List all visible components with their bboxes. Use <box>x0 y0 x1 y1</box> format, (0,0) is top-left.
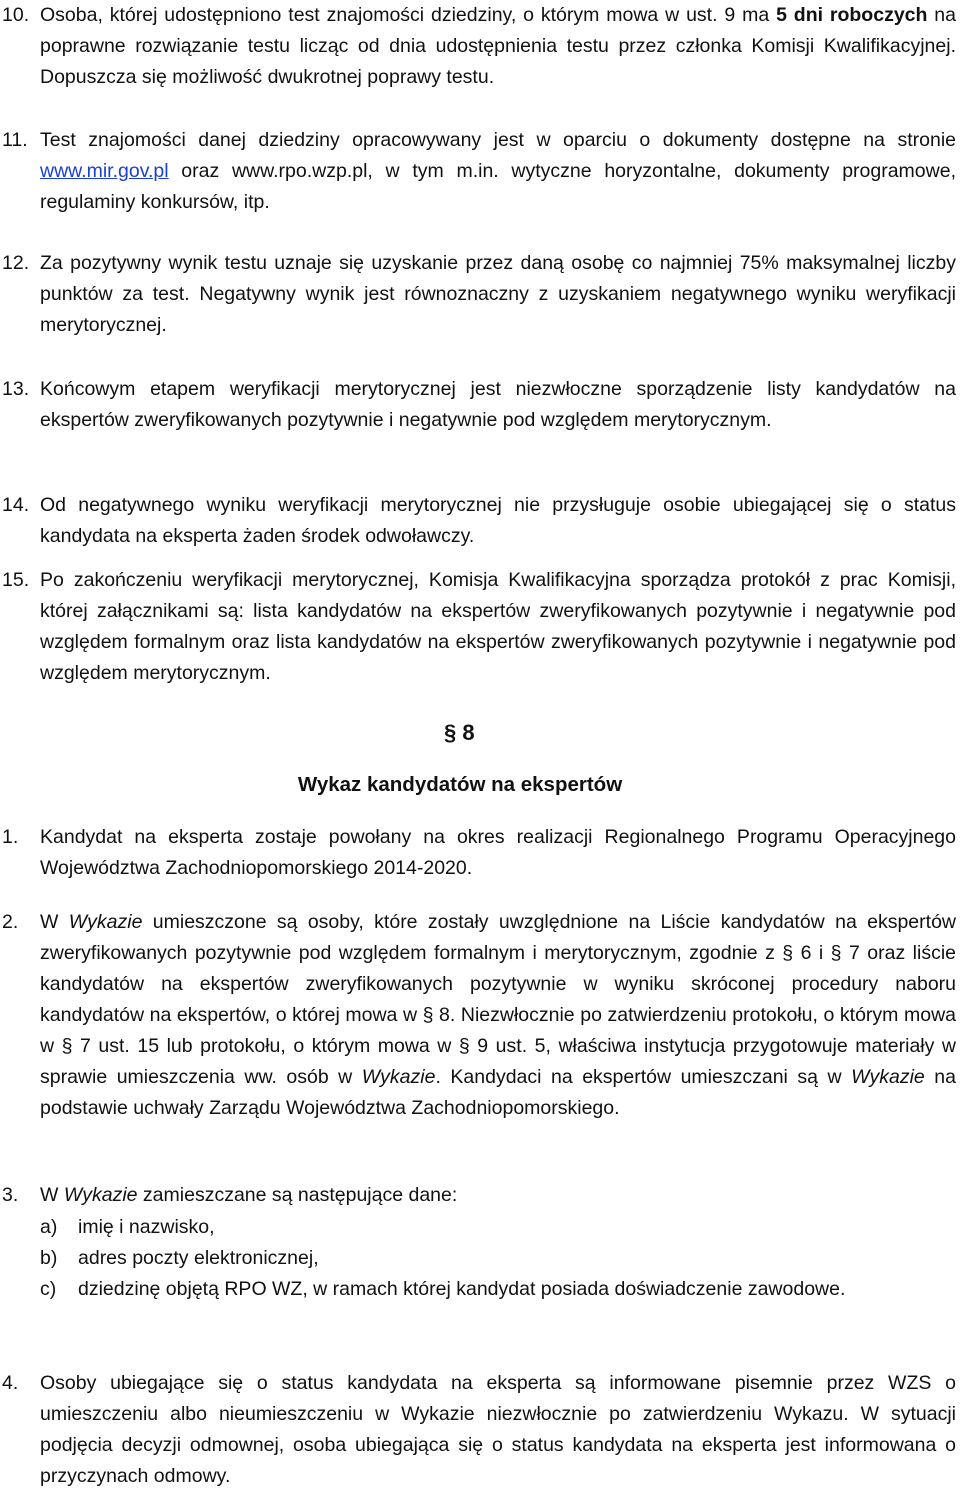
text-run: na podstawie uchwały Zarządu Województwa Zachodniopomorskiego. <box>40 1066 956 1119</box>
paragraph-10 <box>0 0 956 93</box>
paragraph-number: 11. <box>2 129 28 151</box>
section-mark: § 8 <box>444 720 475 745</box>
paragraph-text: Za pozytywny wynik testu uznaje się uzyskanie przez daną osobę co najmniej 75% maksymalnej liczby punktów za test. Negatywny wynik jest równoznaczny z uzyskaniem negatywnego wyniku weryfikacji merytorycznej. <box>40 252 956 336</box>
mir-link[interactable]: www.mir.gov.pl <box>40 160 169 182</box>
bold-run: 5 dni roboczych <box>776 4 928 26</box>
paragraph-15 <box>0 565 956 689</box>
paragraph-text: Końcowym etapem weryfikacji merytorycznej jest niezwłoczne sporządzenie listy kandydatów na ekspertów zweryfikowanych pozytywnie i negatywnie pod względem merytorycznym. <box>40 378 956 431</box>
text-run: W <box>40 911 69 933</box>
text-run: . Kandydaci na ekspertów umieszczani są w <box>435 1066 852 1088</box>
text-run: Test znajomości danej dziedziny opracowywany jest w oparciu o dokumenty dostępne na stronie <box>40 129 956 151</box>
point-number: 3. <box>2 1184 19 1206</box>
paragraph-11 <box>0 125 956 218</box>
list-letter: a) <box>40 1216 58 1238</box>
italic-run: Wykazie <box>68 911 143 933</box>
paragraph-number: 12. <box>2 252 30 274</box>
text-run: zamieszczane są następujące dane: <box>137 1184 458 1206</box>
paragraph-12 <box>0 248 956 341</box>
paragraph-number: 14. <box>2 494 30 516</box>
section-title: Wykaz kandydatów na ekspertów <box>297 773 623 796</box>
paragraph-text: Od negatywnego wyniku weryfikacji merytorycznej nie przysługuje osobie ubiegającej się o status kandydata na eksperta żaden środek odwoławczy. <box>40 494 956 547</box>
paragraph-number: 15. <box>2 569 30 591</box>
italic-run: Wykazie <box>361 1066 436 1088</box>
text-run: umieszczone są osoby, które zostały uwzględnione na Liście kandydatów na ekspertów zweryfikowanych pozytywnie pod względem formalnym i merytorycznym, zgodnie z § 6 i § 7 oraz liście kandydatów na ekspertów zweryfikowanych pozytywnie w wyniku skróconej procedury naboru kandydatów na ekspertów, o której mowa w § 8. Niezwłocznie po zatwierdzeniu protokołu, o którym mowa w § 7 ust. 15 lub protokołu, o którym mowa w § 9 ust. 5, właściwa instytucja przygotowuje materiały w sprawie umieszczenia ww. osób w <box>40 911 956 1088</box>
point-number: 2. <box>2 911 19 933</box>
point-text: Kandydat na eksperta zostaje powołany na okres realizacji Regionalnego Programu Operacyjnego Województwa Zachodniopomorskiego 2014-2020. <box>40 826 956 879</box>
point-text: Osoby ubiegające się o status kandydata na eksperta są informowane pisemnie przez WZS o umieszczeniu albo nieumieszczeniu w Wykazie niezwłocznie po zatwierdzeniu Wykazu. W sytuacji podjęcia decyzji odmownej, osoba ubiegająca się o status kandydata na eksperta jest informowana o przyczynach odmowy. <box>40 1372 956 1487</box>
point-1 <box>0 822 956 884</box>
italic-run: Wykazie <box>63 1184 138 1206</box>
list-item-a <box>40 1212 956 1243</box>
paragraph-text <box>40 125 956 218</box>
list-item-b <box>40 1243 956 1274</box>
point-4 <box>0 1368 956 1492</box>
point-text <box>40 907 956 1124</box>
paragraph-number: 13. <box>2 378 30 400</box>
paragraph-text <box>40 0 956 93</box>
list-item-text: imię i nazwisko, <box>78 1216 215 1238</box>
list-letter: b) <box>40 1247 58 1269</box>
list-item-c <box>40 1274 956 1305</box>
paragraph-number: 10. <box>2 4 30 26</box>
list-item-text: dziedzinę objętą RPO WZ, w ramach której kandydat posiada doświadczenie zawodowe. <box>78 1278 846 1300</box>
text-run: W <box>40 1184 64 1206</box>
italic-run: Wykazie <box>851 1066 925 1088</box>
point-text <box>40 1180 956 1211</box>
list-letter: c) <box>40 1278 57 1300</box>
paragraph-14 <box>0 490 956 552</box>
list-item-text: adres poczty elektronicznej, <box>78 1247 319 1269</box>
point-3 <box>0 1180 956 1211</box>
paragraph-13 <box>0 374 956 436</box>
text-run: oraz www.rpo.wzp.pl, w tym m.in. wytyczne horyzontalne, dokumenty programowe, regulaminy konkursów, itp. <box>40 160 956 213</box>
point-number: 1. <box>2 826 19 848</box>
paragraph-text: Po zakończeniu weryfikacji merytorycznej, Komisja Kwalifikacyjna sporządza protokół z prac Komisji, której załącznikami są: lista kandydatów na ekspertów zweryfikowanych pozytywnie i negatywnie pod względem formalnym oraz lista kandydatów na ekspertów zweryfikowanych pozytywnie i negatywnie pod względem merytorycznym. <box>40 569 956 684</box>
point-number: 4. <box>2 1372 19 1394</box>
text-run: na poprawne rozwiązanie testu licząc od dnia udostępnienia testu przez członka Komisji Kwalifikacyjnej. Dopuszcza się możliwość dwukrotnej poprawy testu. <box>40 4 956 88</box>
text-run: Osoba, której udostępniono test znajomości dziedziny, o którym mowa w ust. 9 ma <box>40 4 777 26</box>
point-2 <box>0 907 956 1124</box>
